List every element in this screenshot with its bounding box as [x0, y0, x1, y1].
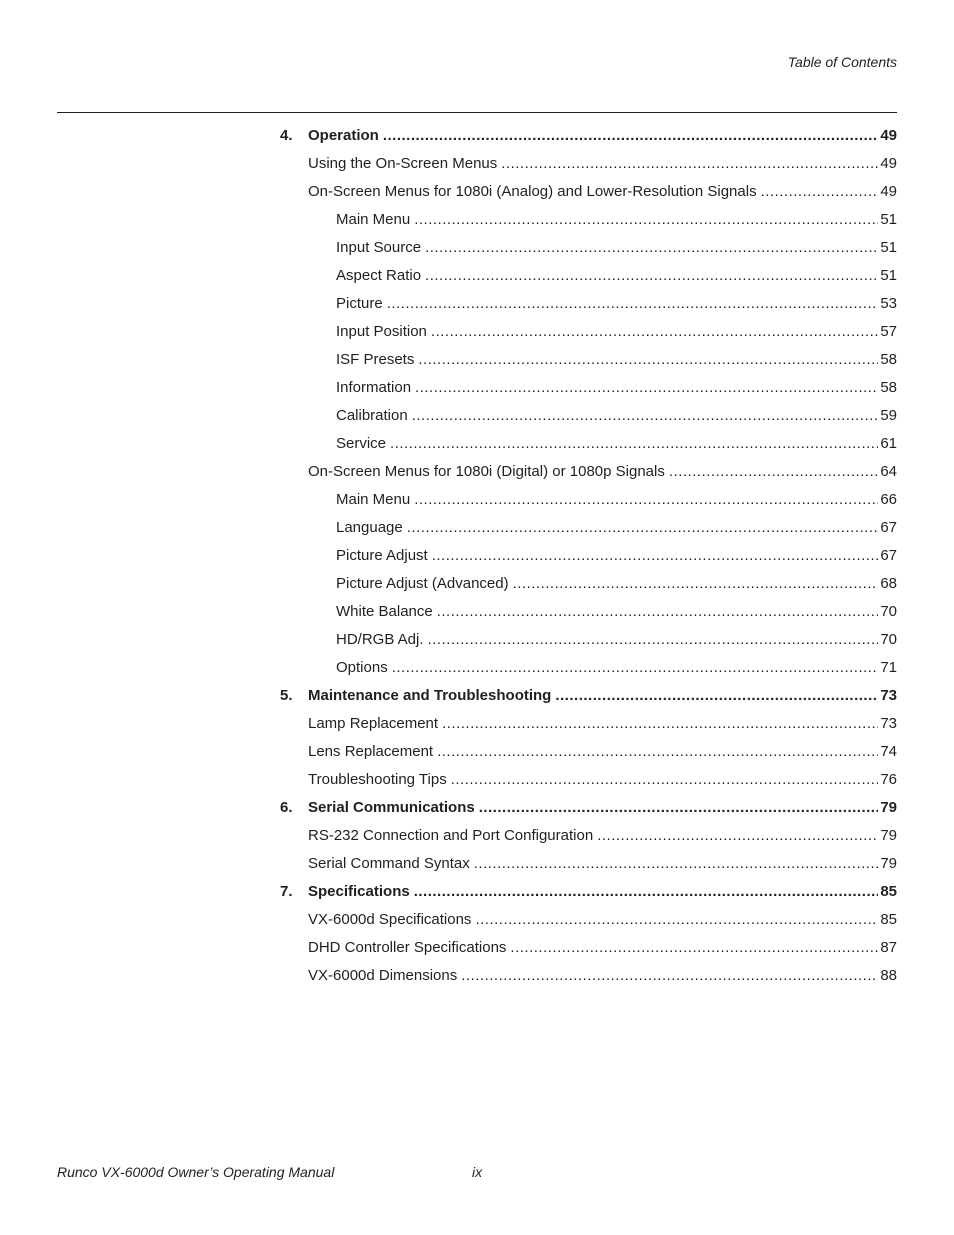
toc-entry-line [336, 292, 897, 316]
toc-dot-leader [414, 208, 878, 232]
toc-page-number: 49 [880, 155, 897, 172]
toc-entry-title: Serial Communications [308, 799, 475, 816]
toc-entry-line [308, 964, 897, 988]
toc-entry-title: Lens Replacement [308, 743, 434, 760]
toc-entry-title: Aspect Ratio [336, 267, 422, 284]
toc-page-number: 88 [880, 967, 897, 984]
toc-section-entry[interactable] [280, 740, 897, 768]
toc-dot-leader [474, 852, 879, 876]
toc-dot-leader [412, 404, 879, 428]
toc-entry-line [308, 824, 897, 848]
table-of-contents [280, 124, 897, 992]
toc-page-number: 71 [880, 659, 897, 676]
toc-page-number: 51 [880, 267, 897, 284]
toc-section-entry[interactable] [280, 936, 897, 964]
footer-page-number: ix [472, 1164, 483, 1180]
toc-dot-leader [432, 544, 879, 568]
toc-page-number: 76 [880, 771, 897, 788]
toc-section-entry[interactable] [280, 404, 897, 432]
toc-entry-line [308, 712, 897, 736]
toc-section-entry[interactable] [280, 544, 897, 572]
toc-entry-line [308, 880, 897, 904]
toc-page-number: 53 [880, 295, 897, 312]
toc-entry-title: VX-6000d Specifications [308, 911, 472, 928]
toc-page-number: 70 [880, 603, 897, 620]
toc-section-entry[interactable] [280, 152, 897, 180]
toc-page-number: 67 [880, 547, 897, 564]
toc-page-number: 79 [880, 799, 897, 816]
toc-entry-title: Information [336, 379, 412, 396]
toc-page-number: 73 [880, 715, 897, 732]
toc-chapter-entry[interactable] [280, 684, 897, 712]
toc-section-entry[interactable] [280, 964, 897, 992]
toc-chapter-number: 5. [280, 687, 293, 704]
toc-entry-line [308, 124, 897, 148]
toc-dot-leader [415, 376, 878, 400]
toc-entry-line [336, 572, 897, 596]
toc-dot-leader [428, 628, 879, 652]
toc-entry-title: On-Screen Menus for 1080i (Analog) and Lower-Resolution Signals [308, 183, 757, 200]
toc-page-number: 58 [880, 351, 897, 368]
toc-section-entry[interactable] [280, 628, 897, 656]
toc-section-entry[interactable] [280, 852, 897, 880]
toc-page-number: 68 [880, 575, 897, 592]
toc-dot-leader [407, 516, 879, 540]
toc-entry-title: White Balance [336, 603, 433, 620]
footer-manual-title: Runco VX-6000d Owner’s Operating Manual [57, 1164, 335, 1180]
toc-entry-line [308, 796, 897, 820]
toc-entry-title: Language [336, 519, 403, 536]
toc-chapter-entry[interactable] [280, 880, 897, 908]
toc-entry-title: Service [336, 435, 387, 452]
toc-dot-leader [414, 880, 879, 904]
toc-entry-title: VX-6000d Dimensions [308, 967, 458, 984]
header-rule [57, 112, 897, 113]
toc-entry-line [336, 628, 897, 652]
toc-entry-title: Troubleshooting Tips [308, 771, 447, 788]
toc-page-number: 66 [880, 491, 897, 508]
toc-dot-leader [442, 712, 878, 736]
toc-entry-title: Calibration [336, 407, 408, 424]
toc-entry-title: Operation [308, 127, 379, 144]
toc-page-number: 79 [880, 855, 897, 872]
toc-entry-title: Options [336, 659, 388, 676]
toc-chapter-entry[interactable] [280, 796, 897, 824]
toc-entry-title: Picture Adjust [336, 547, 428, 564]
toc-entry-line [336, 376, 897, 400]
toc-entry-line [336, 348, 897, 372]
toc-section-entry[interactable] [280, 488, 897, 516]
toc-entry-line [308, 684, 897, 708]
toc-section-entry[interactable] [280, 320, 897, 348]
toc-entry-title: Input Position [336, 323, 427, 340]
toc-dot-leader [431, 320, 878, 344]
toc-dot-leader [383, 124, 878, 148]
toc-section-entry[interactable] [280, 460, 897, 488]
toc-dot-leader [510, 936, 878, 960]
toc-page-number: 85 [880, 883, 897, 900]
toc-section-entry[interactable] [280, 208, 897, 236]
toc-entry-title: HD/RGB Adj. [336, 631, 424, 648]
toc-section-entry[interactable] [280, 656, 897, 684]
toc-dot-leader [414, 488, 878, 512]
toc-entry-title: Picture Adjust (Advanced) [336, 575, 509, 592]
toc-page-number: 51 [880, 211, 897, 228]
toc-section-entry[interactable] [280, 432, 897, 460]
toc-section-entry[interactable] [280, 908, 897, 936]
toc-entry-line [336, 264, 897, 288]
toc-entry-line [336, 516, 897, 540]
toc-entry-line [308, 768, 897, 792]
toc-entry-line [308, 152, 897, 176]
toc-dot-leader [597, 824, 878, 848]
toc-page-number: 67 [880, 519, 897, 536]
toc-dot-leader [555, 684, 878, 708]
toc-section-entry[interactable] [280, 768, 897, 796]
toc-section-entry[interactable] [280, 236, 897, 264]
toc-dot-leader [390, 432, 878, 456]
toc-dot-leader [513, 572, 879, 596]
toc-entry-title: DHD Controller Specifications [308, 939, 507, 956]
toc-entry-line [308, 180, 897, 204]
toc-chapter-number: 4. [280, 127, 293, 144]
toc-entry-line [336, 320, 897, 344]
toc-entry-line [336, 208, 897, 232]
toc-page-number: 58 [880, 379, 897, 396]
toc-page-number: 59 [880, 407, 897, 424]
toc-dot-leader [425, 236, 878, 260]
toc-entry-line [308, 936, 897, 960]
toc-entry-title: Maintenance and Troubleshooting [308, 687, 552, 704]
toc-dot-leader [669, 460, 878, 484]
toc-page-number: 70 [880, 631, 897, 648]
toc-entry-title: On-Screen Menus for 1080i (Digital) or 1080p Signals [308, 463, 665, 480]
toc-dot-leader [387, 292, 879, 316]
toc-dot-leader [451, 768, 879, 792]
toc-dot-leader [392, 656, 879, 680]
toc-dot-leader [437, 600, 879, 624]
toc-section-entry[interactable] [280, 516, 897, 544]
toc-section-entry[interactable] [280, 348, 897, 376]
toc-entry-line [308, 908, 897, 932]
toc-page-number: 49 [880, 183, 897, 200]
toc-dot-leader [761, 180, 879, 204]
toc-section-entry[interactable] [280, 572, 897, 600]
toc-entry-title: Lamp Replacement [308, 715, 439, 732]
toc-entry-line [308, 460, 897, 484]
toc-page-number: 79 [880, 827, 897, 844]
toc-chapter-number: 6. [280, 799, 293, 816]
toc-entry-line [336, 236, 897, 260]
toc-page-number: 64 [880, 463, 897, 480]
toc-dot-leader [425, 264, 878, 288]
toc-chapter-number: 7. [280, 883, 293, 900]
toc-page-number: 73 [880, 687, 897, 704]
toc-entry-title: Using the On-Screen Menus [308, 155, 498, 172]
toc-entry-line [336, 404, 897, 428]
toc-dot-leader [418, 348, 878, 372]
toc-dot-leader [461, 964, 878, 988]
toc-entry-line [308, 740, 897, 764]
toc-entry-line [336, 488, 897, 512]
toc-section-entry[interactable] [280, 600, 897, 628]
toc-page-number: 49 [880, 127, 897, 144]
toc-entry-line [308, 852, 897, 876]
toc-section-entry[interactable] [280, 712, 897, 740]
toc-section-entry[interactable] [280, 292, 897, 320]
toc-entry-line [336, 544, 897, 568]
toc-entry-line [336, 600, 897, 624]
toc-dot-leader [437, 740, 878, 764]
toc-page-number: 57 [880, 323, 897, 340]
running-head-title: Table of Contents [787, 54, 897, 70]
toc-page-number: 74 [880, 743, 897, 760]
toc-entry-title: Serial Command Syntax [308, 855, 470, 872]
toc-entry-title: Specifications [308, 883, 410, 900]
toc-section-entry[interactable] [280, 180, 897, 208]
toc-entry-title: RS-232 Connection and Port Configuration [308, 827, 594, 844]
toc-entry-title: Picture [336, 295, 383, 312]
toc-entry-line [336, 432, 897, 456]
toc-page-number: 51 [880, 239, 897, 256]
toc-page-number: 85 [880, 911, 897, 928]
toc-entry-line [336, 656, 897, 680]
toc-dot-leader [501, 152, 878, 176]
toc-entry-title: ISF Presets [336, 351, 415, 368]
toc-entry-title: Main Menu [336, 211, 411, 228]
toc-chapter-entry[interactable] [280, 124, 897, 152]
toc-section-entry[interactable] [280, 824, 897, 852]
toc-dot-leader [475, 908, 878, 932]
toc-page-number: 61 [880, 435, 897, 452]
toc-entry-title: Main Menu [336, 491, 411, 508]
toc-entry-title: Input Source [336, 239, 422, 256]
toc-dot-leader [479, 796, 879, 820]
toc-section-entry[interactable] [280, 264, 897, 292]
toc-page-number: 87 [880, 939, 897, 956]
toc-section-entry[interactable] [280, 376, 897, 404]
